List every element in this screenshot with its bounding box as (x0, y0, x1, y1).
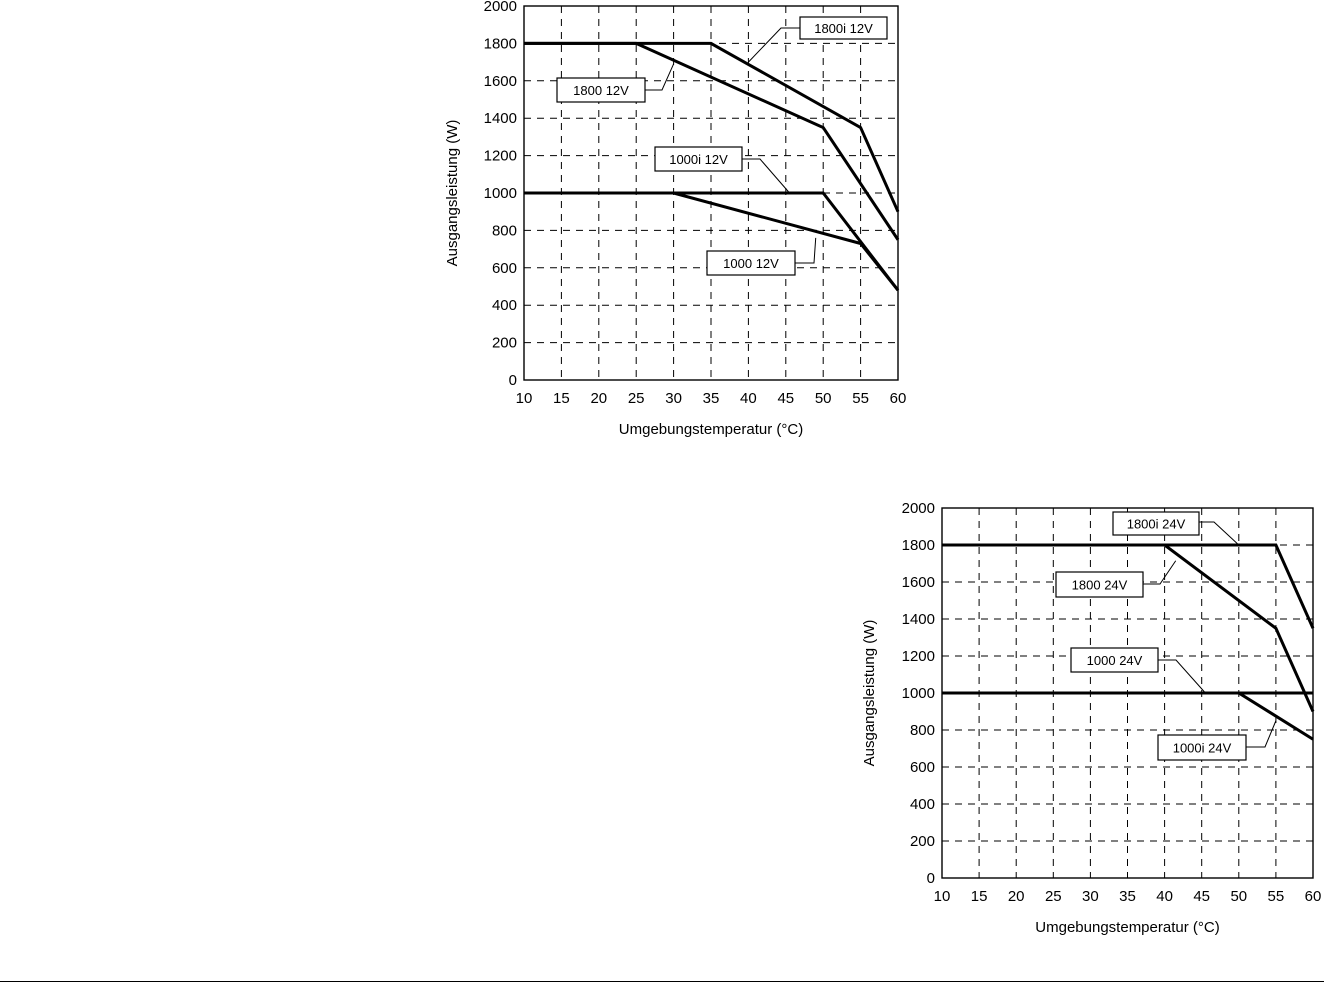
y-tick-label: 1200 (901, 648, 935, 665)
y-tick-label: 600 (909, 759, 935, 776)
x-axis-label: Umgebungstemperatur (°C) (1035, 919, 1220, 936)
x-tick-label: 60 (889, 390, 907, 407)
y-tick-label: 1600 (901, 574, 935, 591)
legend-label-text: 1000 24V (1086, 653, 1143, 668)
y-tick-label: 800 (491, 222, 517, 240)
x-tick-label: 45 (777, 390, 795, 407)
x-tick-label: 20 (590, 390, 608, 407)
x-tick-label: 55 (1267, 888, 1285, 905)
label-leader-line (795, 238, 816, 263)
x-tick-label: 50 (1230, 888, 1248, 905)
x-tick-label: 35 (702, 390, 720, 407)
label-leader-line (1246, 721, 1276, 747)
label-leader-line (1158, 660, 1205, 693)
y-tick-label: 600 (491, 259, 517, 277)
y-tick-label: 200 (909, 833, 935, 850)
x-tick-label: 30 (1082, 888, 1099, 905)
y-axis-label: Ausgangsleistung (W) (444, 119, 461, 267)
x-tick-label: 20 (1007, 888, 1025, 905)
y-axis-label: Ausgangsleistung (W) (861, 619, 878, 767)
x-tick-label: 60 (1304, 888, 1322, 905)
x-tick-label: 45 (1193, 888, 1211, 905)
y-tick-label: 400 (909, 796, 935, 813)
y-tick-label: 1800 (483, 35, 517, 53)
x-tick-label: 40 (740, 390, 757, 407)
y-tick-label: 800 (909, 722, 935, 739)
x-tick-label: 30 (665, 390, 682, 407)
y-tick-label: 1800 (901, 537, 935, 554)
label-leader-line (1199, 522, 1239, 545)
label-leader-line (1143, 561, 1176, 584)
label-leader-line (748, 28, 800, 62)
chart-1 (444, 0, 906, 438)
legend-label-text: 1000 12V (723, 256, 779, 271)
y-tick-label: 1000 (901, 685, 935, 702)
page-bottom-rule (0, 981, 1324, 982)
legend-label-text: 1800i 12V (814, 21, 873, 36)
x-tick-label: 40 (1156, 888, 1173, 905)
y-tick-label: 1400 (483, 110, 517, 128)
y-tick-label: 1400 (901, 611, 935, 628)
legend-label-text: 1000i 12V (669, 152, 728, 167)
x-tick-label: 25 (627, 390, 645, 407)
x-tick-label: 25 (1044, 888, 1062, 905)
chart-2 (861, 500, 1321, 936)
y-tick-label: 2000 (901, 500, 935, 517)
x-tick-label: 15 (970, 888, 988, 905)
y-tick-label: 400 (491, 297, 517, 315)
legend-label-text: 1800 24V (1071, 577, 1128, 593)
y-tick-label: 200 (491, 334, 517, 352)
x-axis-label: Umgebungstemperatur (°C) (618, 421, 804, 438)
x-tick-label: 50 (814, 390, 832, 407)
y-tick-label: 1200 (483, 147, 517, 165)
legend-label-text: 1800i 24V (1126, 516, 1186, 532)
y-tick-label: 1000 (483, 185, 517, 202)
x-tick-label: 15 (553, 390, 570, 407)
x-tick-label: 10 (933, 888, 951, 905)
y-tick-label: 2000 (483, 0, 517, 15)
x-tick-label: 10 (515, 390, 533, 407)
x-tick-label: 35 (1119, 888, 1136, 905)
y-tick-label: 1600 (483, 72, 517, 90)
x-tick-label: 55 (852, 390, 869, 407)
label-leader-line (742, 159, 790, 193)
legend-label-text: 1000i 24V (1172, 740, 1232, 756)
legend-label-text: 1800 12V (573, 83, 629, 98)
label-leader-line (645, 64, 674, 90)
y-tick-label: 0 (508, 372, 517, 389)
y-tick-label: 0 (926, 870, 935, 887)
